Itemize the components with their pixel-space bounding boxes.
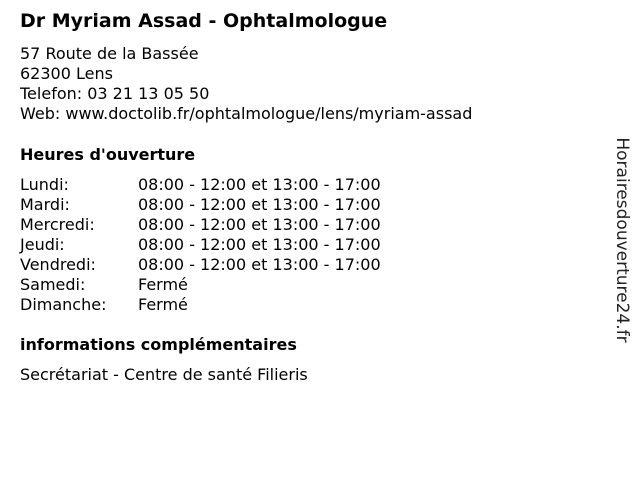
time-range: Fermé	[138, 275, 188, 294]
phone-number: Telefon: 03 21 13 05 50	[20, 84, 210, 103]
time-range: 08:00 - 12:00 et 13:00 - 17:00	[138, 255, 381, 274]
time-range: 08:00 - 12:00 et 13:00 - 17:00	[138, 175, 381, 194]
day-label: Vendredi:	[20, 255, 96, 274]
additional-info-heading: informations complémentaires	[20, 335, 297, 354]
city-postcode: 62300 Lens	[20, 64, 113, 83]
address-block	[20, 44, 472, 124]
day-label: Samedi:	[20, 275, 86, 294]
time-range: 08:00 - 12:00 et 13:00 - 17:00	[138, 235, 381, 254]
additional-info-text: Secrétariat - Centre de santé Filieris	[20, 365, 308, 384]
page-title: Dr Myriam Assad - Ophtalmologue	[20, 10, 388, 32]
opening-hours-heading: Heures d'ouverture	[20, 145, 196, 164]
time-range: 08:00 - 12:00 et 13:00 - 17:00	[138, 215, 381, 234]
day-label: Mercredi:	[20, 215, 95, 234]
street-address: 57 Route de la Bassée	[20, 44, 199, 63]
site-watermark: Horairesdouverture24.fr	[612, 137, 632, 343]
website-url: Web: www.doctolib.fr/ophtalmologue/lens/myriam-assad	[20, 104, 473, 123]
day-label: Mardi:	[20, 195, 70, 214]
day-label: Dimanche:	[20, 295, 107, 314]
time-range: Fermé	[138, 295, 188, 314]
time-range: 08:00 - 12:00 et 13:00 - 17:00	[138, 195, 381, 214]
day-label: Lundi:	[20, 175, 69, 194]
day-label: Jeudi:	[20, 235, 65, 254]
